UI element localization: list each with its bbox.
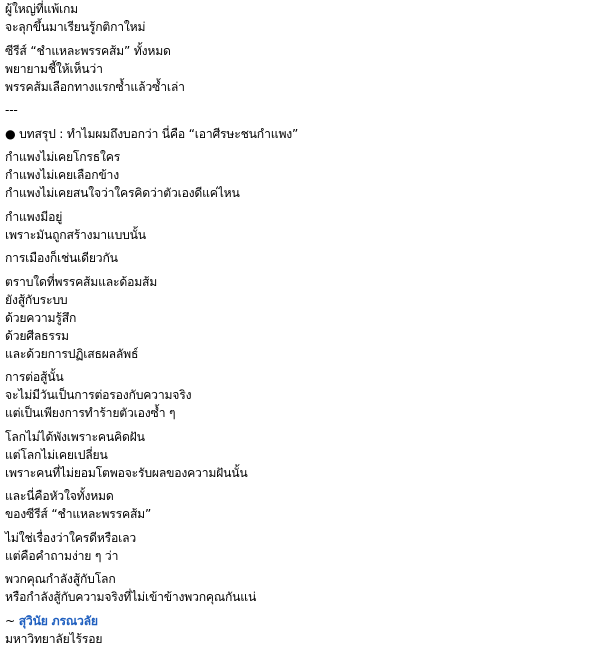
paragraph: [5, 249, 595, 267]
text-line: ของซีรีส์ “ชำแหละพรรคส้ม”: [5, 507, 152, 521]
text-line: พยายามชี้ให้เห็นว่า: [5, 61, 103, 76]
paragraph: [5, 148, 595, 202]
text-line: กำแพงไม่เคยโกรธใคร: [5, 150, 121, 164]
text-line: จะไม่มีวันเป็นการต่อรองกับความจริง: [5, 388, 192, 402]
paragraph: [5, 570, 595, 606]
text-line: กำแพงมีอยู่: [5, 209, 63, 224]
text-line: และด้วยการปฏิเสธผลลัพธ์: [5, 346, 139, 361]
text-line: โลกไม่ได้พังเพราะคนคิดฝัน: [5, 429, 145, 444]
text-line: แต่เป็นเพียงการทำร้ายตัวเองซ้ำ ๆ: [5, 406, 176, 420]
paragraph: [5, 208, 595, 244]
signature-block: [5, 612, 595, 648]
text-line: การเมืองก็เช่นเดียวกัน: [5, 251, 118, 265]
text-line: พรรคส้มเลือกทางแรกซ้ำแล้วซ้ำเล่า: [5, 79, 185, 94]
text-line: และนี่คือหัวใจทั้งหมด: [5, 489, 114, 503]
paragraph: [5, 0, 595, 36]
text-line: เพราะคนที่ไม่ยอมโตพอจะรับผลของความฝันนั้น: [5, 465, 248, 480]
text-line: เพราะมันถูกสร้างมาแบบนั้น: [5, 227, 146, 242]
paragraph: [5, 273, 595, 363]
text-line: หรือกำลังสู้กับความจริงที่ไม่เข้าข้างพวกคุณกันแน่: [5, 590, 257, 604]
post-body: [5, 0, 595, 653]
text-line: ด้วยศีลธรรม: [5, 328, 69, 343]
text-line: ซีรีส์ “ชำแหละพรรคส้ม” ทั้งหมด: [5, 43, 171, 58]
text-line: ---: [5, 103, 18, 117]
author-name-link[interactable]: สุวินัย ภรณวลัย: [18, 613, 98, 628]
text-line: แต่โลกไม่เคยเปลี่ยน: [5, 447, 108, 462]
text-line: ผู้ใหญ่ที่แพ้เกม: [5, 2, 79, 16]
text-line: ● บทสรุป : ทำไมผมถึงบอกว่า นี่คือ “เอาศีรษะชนกำแพง”: [5, 126, 299, 141]
text-line: การต่อสู้นั้น: [5, 370, 64, 384]
text-line: กำแพงไม่เคยสนใจว่าใครคิดว่าตัวเองดีแค่ไหน: [5, 186, 240, 200]
paragraph: [5, 529, 595, 565]
paragraph: [5, 101, 595, 119]
signature-prefix: ~: [5, 613, 19, 628]
paragraph: [5, 125, 595, 143]
text-line: พวกคุณกำลังสู้กับโลก: [5, 572, 116, 586]
text-line: ไม่ใช่เรื่องว่าใครดีหรือเลว: [5, 530, 136, 545]
text-line: ตราบใดที่พรรคส้มและด้อมส้ม: [5, 274, 158, 289]
paragraph: [5, 487, 595, 523]
paragraph: [5, 428, 595, 482]
author-affiliation: มหาวิทยาลัยไร้รอย: [5, 631, 103, 646]
paragraph: [5, 42, 595, 96]
signature-line: [5, 612, 595, 630]
text-line: จะลุกขึ้นมาเรียนรู้กติกาใหม่: [5, 20, 146, 34]
paragraph: [5, 368, 595, 422]
text-line: แต่คือคำถามง่าย ๆ ว่า: [5, 548, 119, 563]
text-line: กำแพงไม่เคยเลือกข้าง: [5, 168, 119, 182]
text-line: ด้วยความรู้สึก: [5, 310, 77, 325]
text-line: ยังสู้กับระบบ: [5, 292, 68, 307]
